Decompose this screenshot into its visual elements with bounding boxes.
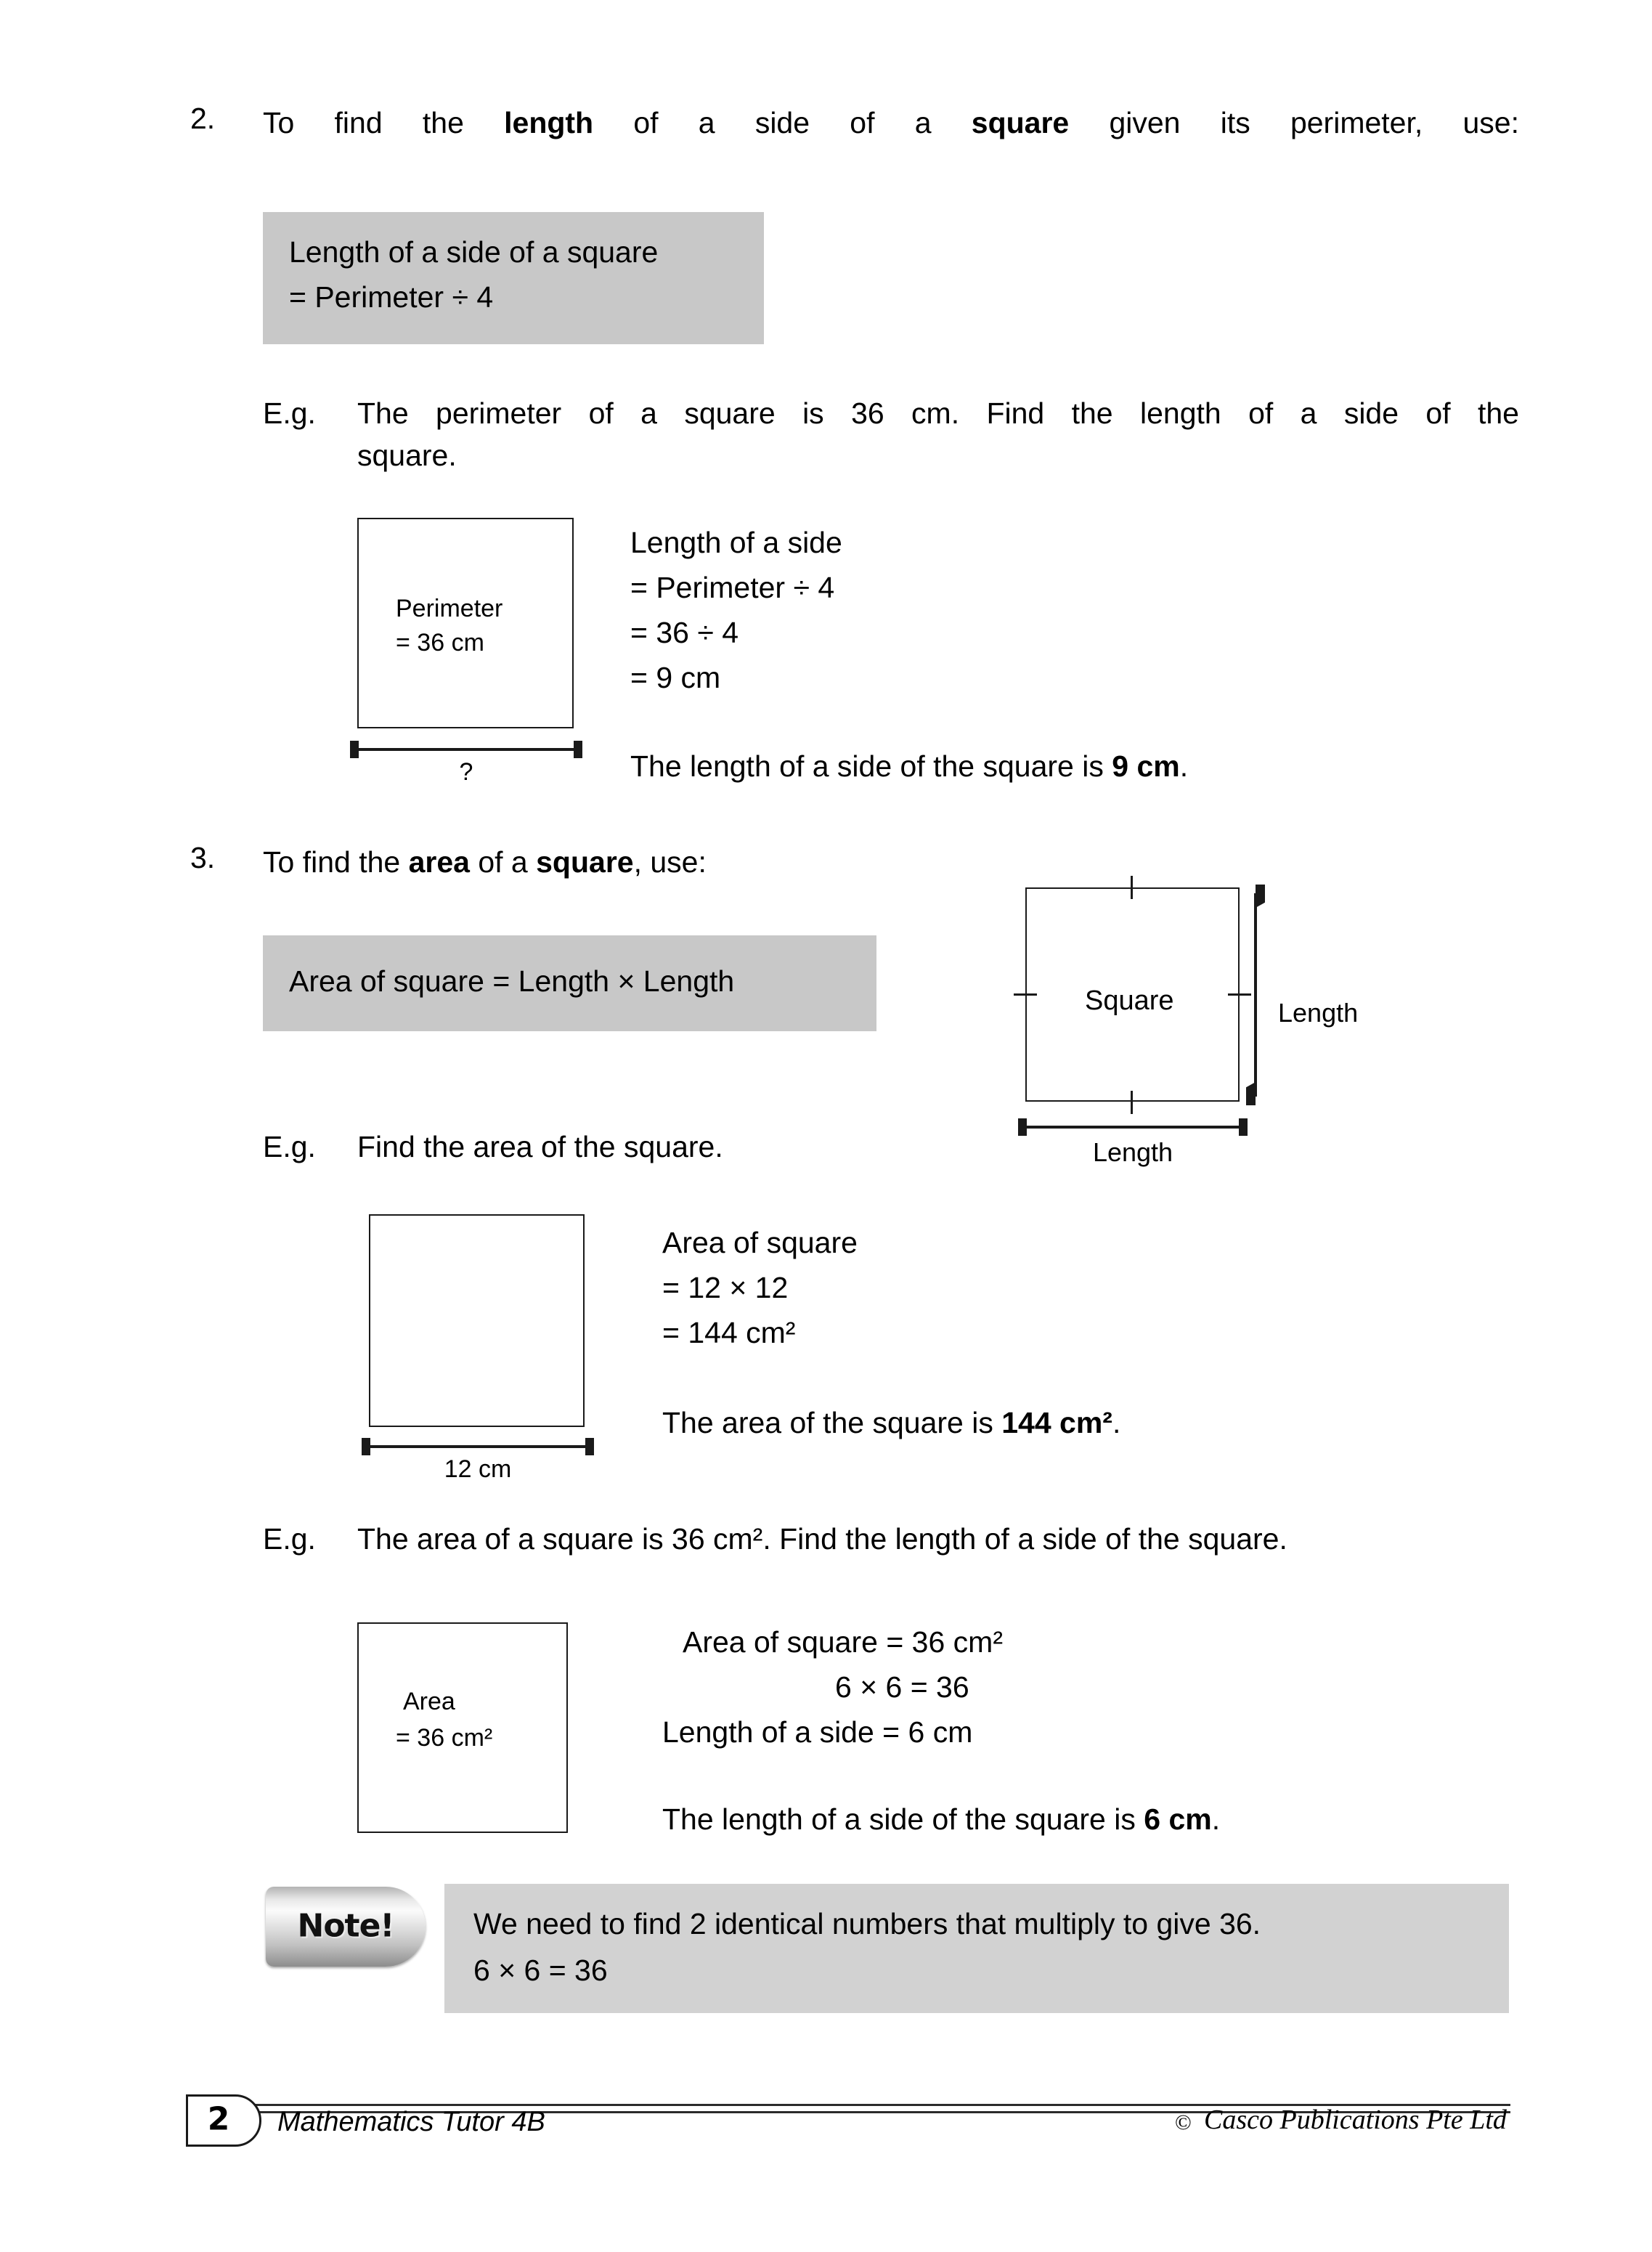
- note-line-1: We need to find 2 identical numbers that multiply to give 36.: [473, 1907, 1261, 1940]
- tick-mark-left-icon: [1014, 993, 1037, 996]
- item-3a-example-tag: E.g.: [263, 1130, 316, 1163]
- item-3-intro-part-5: , use:: [633, 845, 707, 879]
- item-2-intro-part-5: given its perimeter, use:: [1069, 106, 1519, 139]
- note-badge-label: Note!: [297, 1907, 394, 1945]
- item-2-example-line-1: [357, 392, 1519, 435]
- item-3b-working-line-3: Length of a side = 6 cm: [662, 1715, 973, 1749]
- area-square-dimension-label: 12 cm: [444, 1455, 512, 1483]
- item-2-example-line-2: square.: [357, 439, 457, 472]
- formula-box-side-length: [263, 212, 764, 344]
- item-3b-working-line-2: 6 × 6 = 36: [835, 1670, 969, 1704]
- item-3-number: 3.: [190, 841, 216, 874]
- item-3a-working-line-1: Area of square: [662, 1226, 858, 1259]
- area-square-figure: [369, 1214, 585, 1427]
- perimeter-figure-label-1: Perimeter: [396, 595, 503, 622]
- item-3a-working-line-3: = 144 cm²: [662, 1316, 796, 1349]
- area36-figure-label-2: = 36 cm²: [396, 1724, 493, 1752]
- note-badge: [266, 1887, 426, 1967]
- item-3b-answer-value: 6 cm: [1144, 1802, 1212, 1836]
- perimeter-dimension-arrow: [350, 741, 582, 758]
- item-3b-answer: [662, 1798, 1220, 1841]
- copyright-icon: ©: [1175, 2110, 1192, 2134]
- item-3b-example-tag: E.g.: [263, 1522, 316, 1556]
- item-2-working-line-1: Length of a side: [630, 526, 842, 559]
- item-3a-working-line-2: = 12 × 12: [662, 1271, 789, 1304]
- formula-area-line-1: Area of square = Length × Length: [289, 964, 735, 998]
- item-2-answer-value: 9 cm: [1112, 749, 1180, 783]
- item-2-answer: [630, 745, 1188, 788]
- formula-line-2: = Perimeter ÷ 4: [289, 280, 494, 314]
- item-2-intro-keyword-length: length: [504, 106, 594, 139]
- item-3b-working-line-1: Area of square = 36 cm²: [683, 1625, 1003, 1659]
- square-diagram-width-arrow: [1018, 1118, 1248, 1136]
- item-2-intro-keyword-square: square: [971, 106, 1070, 139]
- page-number-tab: [186, 2094, 261, 2147]
- item-2-intro-part-1: To find the: [263, 106, 505, 139]
- item-3a-answer-prefix: The area of the square is: [662, 1406, 1002, 1439]
- item-3a-answer-suffix: .: [1112, 1406, 1121, 1439]
- item-3a-answer: [662, 1402, 1120, 1444]
- item-2-working-line-3: = 36 ÷ 4: [630, 616, 739, 649]
- item-2-intro: [263, 102, 1519, 145]
- footer-book-title: Mathematics Tutor 4B: [277, 2107, 545, 2137]
- item-3a-answer-value: 144 cm²: [1001, 1406, 1112, 1439]
- tick-mark-bottom-icon: [1131, 1091, 1133, 1114]
- area36-figure-label-1: Area: [403, 1688, 455, 1715]
- square-diagram-height-arrow: [1246, 885, 1265, 1105]
- item-2-working-line-2: = Perimeter ÷ 4: [630, 571, 835, 604]
- formula-line-1: Length of a side of a square: [289, 235, 659, 269]
- item-3-intro-part-3: of a: [469, 845, 537, 879]
- note-callout-body: [444, 1884, 1509, 2013]
- perimeter-figure-label-2: = 36 cm: [396, 629, 484, 657]
- item-2-working-line-4: = 9 cm: [630, 661, 721, 694]
- square-diagram-right-label: Length: [1278, 998, 1359, 1028]
- item-2-answer-suffix: .: [1179, 749, 1189, 783]
- item-2-example-tag: E.g.: [263, 397, 316, 430]
- footer-publisher: Casco Publications Pte Ltd: [1204, 2105, 1507, 2135]
- page-number: 2: [207, 2100, 230, 2138]
- item-3-intro-keyword-area: area: [408, 845, 470, 879]
- item-3b-answer-prefix: The length of a side of the square is: [662, 1802, 1144, 1836]
- item-2-answer-prefix: The length of a side of the square is: [630, 749, 1112, 783]
- perimeter-dimension-label: ?: [459, 758, 473, 786]
- item-3b-example-line-1: The area of a square is 36 cm². Find the length of a side of the square.: [357, 1522, 1287, 1556]
- square-diagram-inner-label: Square: [1085, 985, 1174, 1016]
- item-2-example-line-1-text: The perimeter of a square is 36 cm. Find the length of a side of the: [357, 397, 1519, 430]
- item-2-intro-part-3: of a side of a: [593, 106, 972, 139]
- square-diagram-bottom-label: Length: [1092, 1137, 1173, 1167]
- note-line-2: 6 × 6 = 36: [473, 1954, 608, 1987]
- item-3b-answer-suffix: .: [1211, 1802, 1221, 1836]
- item-3-intro-part-1: To find the: [263, 845, 409, 879]
- item-3-intro-keyword-square: square: [536, 845, 634, 879]
- item-2-number: 2.: [190, 102, 216, 135]
- tick-mark-top-icon: [1131, 876, 1133, 899]
- item-3-intro: [263, 841, 707, 884]
- area-square-dimension-arrow: [362, 1438, 594, 1455]
- item-3a-example-line-1: Find the area of the square.: [357, 1130, 723, 1163]
- formula-box-area: [263, 935, 876, 1031]
